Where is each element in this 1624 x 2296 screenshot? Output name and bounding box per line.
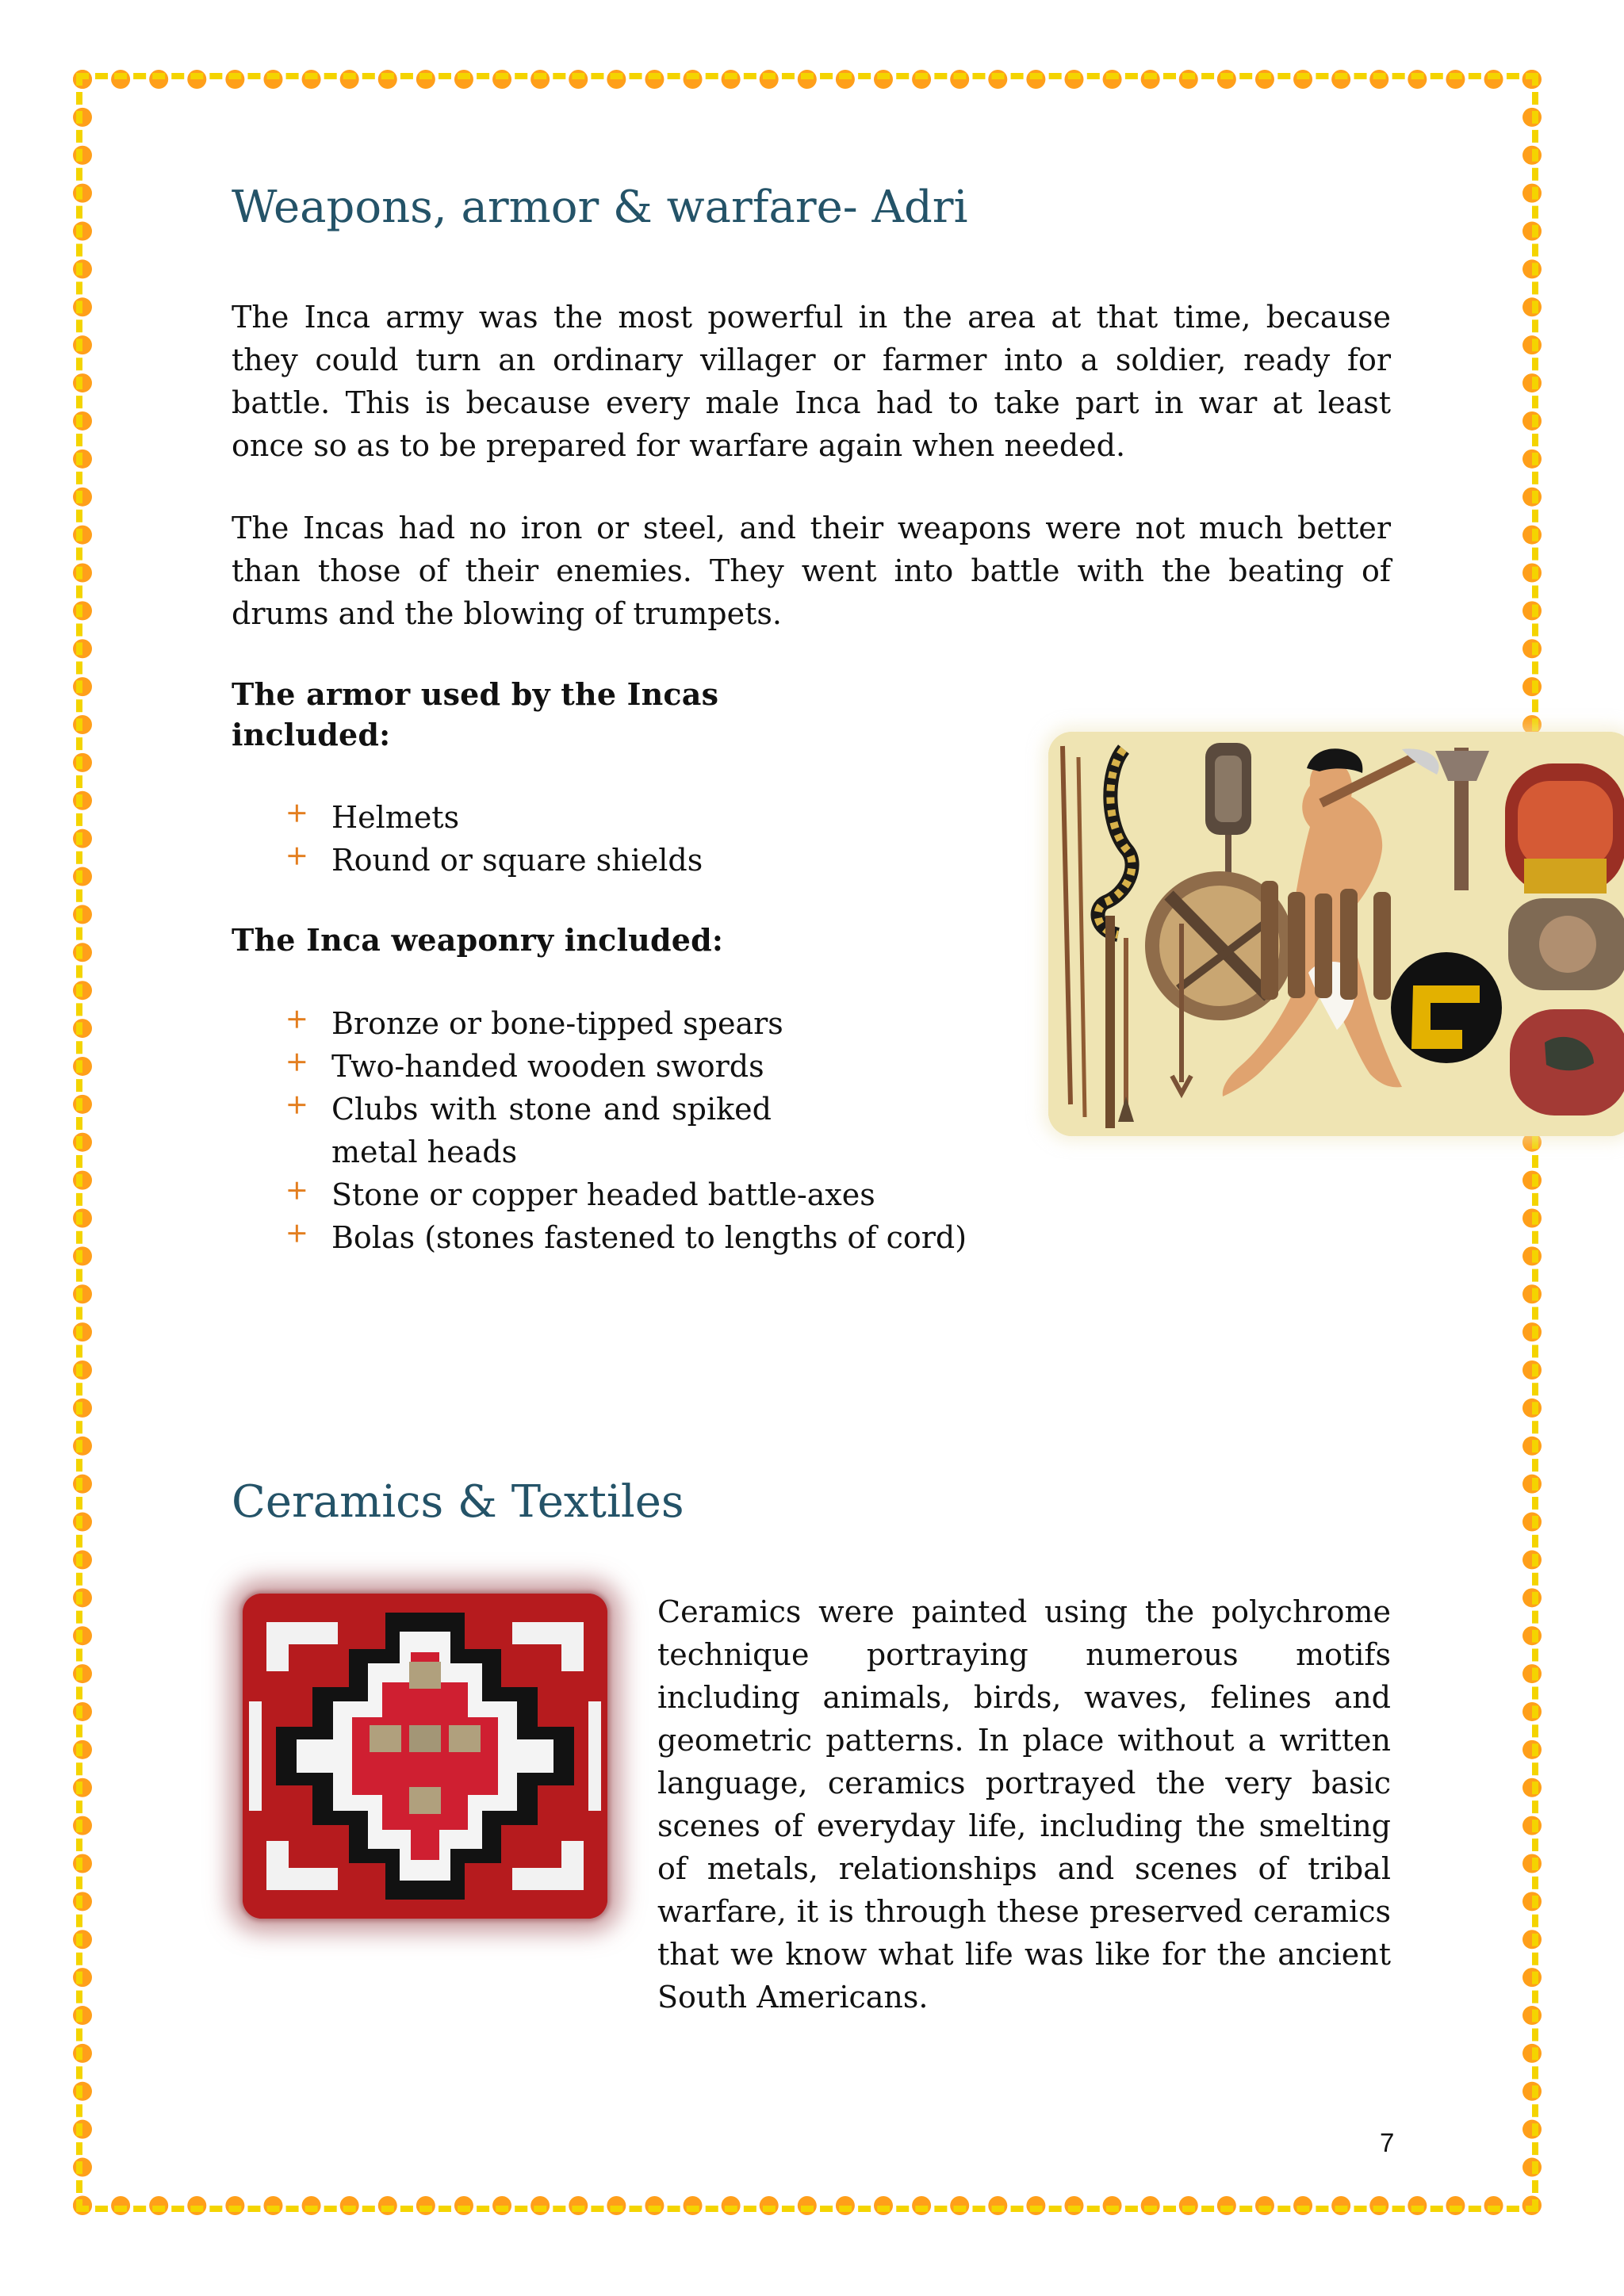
textile-pattern-svg bbox=[243, 1594, 607, 1919]
weapon-item-bolas: Bolas (stones fastened to lengths of cord) bbox=[331, 1219, 967, 1255]
inca-warrior-illustration bbox=[1048, 732, 1624, 1136]
weapons-armor-warfare-heading: Weapons, armor & warfare- Adri bbox=[232, 182, 968, 233]
weaponry-list bbox=[279, 1003, 1075, 1260]
list-item bbox=[279, 1003, 1075, 1046]
textile-pattern-image bbox=[243, 1594, 607, 1919]
list-item bbox=[279, 840, 1075, 882]
weapon-item-swords: Two-handed wooden swords bbox=[331, 1048, 764, 1084]
ornament-bullet-icon: ✕ bbox=[279, 840, 313, 874]
ornament-bullet-icon: ✕ bbox=[279, 1089, 313, 1123]
ceramics-paragraph: Ceramics were painted using the polychrome technique portraying numerous motifs including animals, birds, waves, felines and geometric patterns. In place without a written language, ceramics portrayed the very basic scenes of everyday life, including the smelting of metals, relationships and scenes of tribal warfare, it is through these preserved ceramics that we know what life was like for the ancient South Americans. bbox=[657, 1594, 1391, 2015]
ceramics-textiles-heading: Ceramics & Textiles bbox=[232, 1476, 684, 1528]
armor-item-shields: Round or square shields bbox=[331, 842, 703, 878]
weapon-item-axes: Stone or copper headed battle-axes bbox=[331, 1177, 875, 1212]
weapon-item-clubs: Clubs with stone and spiked metal heads bbox=[331, 1091, 772, 1169]
ornament-bullet-icon: ✕ bbox=[279, 797, 313, 831]
armor-item-helmets: Helmets bbox=[331, 800, 460, 835]
list-item bbox=[279, 1217, 1075, 1260]
inca-weapons-paragraph: The Incas had no iron or steel, and their weapons were not much better than those of their enemies. They went into battle with the beating of drums and the blowing of trumpets. bbox=[232, 511, 1391, 631]
weaponry-list-heading: The Inca weaponry included: bbox=[232, 922, 724, 958]
weapon-item-spears: Bronze or bone-tipped spears bbox=[331, 1006, 783, 1041]
list-item bbox=[279, 1174, 1075, 1217]
inca-army-paragraph: The Inca army was the most powerful in the area at that time, because they could turn an ordinary villager or farmer into a soldier, ready for battle. This is because every male Inca had to take part in war at least once so as to be prepared for warfare again when needed. bbox=[232, 300, 1391, 463]
list-item bbox=[279, 1046, 1075, 1089]
armor-list bbox=[279, 797, 1075, 882]
ornament-bullet-icon: ✕ bbox=[279, 1217, 313, 1251]
list-item bbox=[279, 1089, 772, 1174]
weapons-armor-warfare-section bbox=[232, 182, 1391, 1255]
list-item bbox=[279, 797, 1075, 840]
armor-list-heading: The armor used by the Incas included: bbox=[232, 676, 719, 753]
ornament-bullet-icon: ✕ bbox=[279, 1046, 313, 1080]
inca-warrior-illustration-svg bbox=[1048, 732, 1624, 1136]
ornament-bullet-icon: ✕ bbox=[279, 1003, 313, 1037]
ornament-bullet-icon: ✕ bbox=[279, 1174, 313, 1208]
page-number: 7 bbox=[1380, 2128, 1395, 2157]
